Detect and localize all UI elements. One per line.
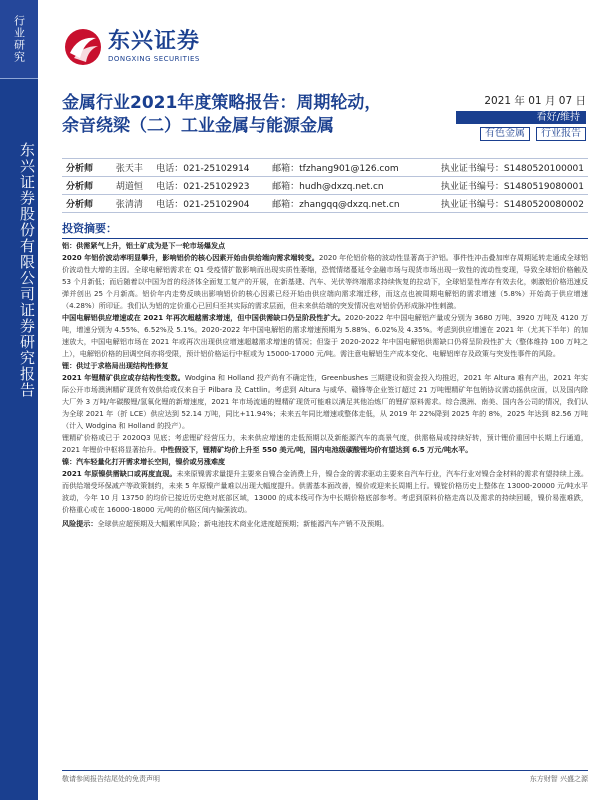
summary-heading: 投资摘要： <box>62 220 588 239</box>
paragraph <box>62 468 588 516</box>
company-logo <box>64 28 200 66</box>
report-title-line1: 金属行业2021年度策略报告：周期轮动， <box>62 93 382 113</box>
paragraph-lead: 中国电解铝供应增速或在 2021 年再次超越需求增速，但中国供需缺口仍呈阶段性扩大。 <box>62 313 345 322</box>
sidebar <box>0 0 38 800</box>
analyst-role: 分析师 <box>62 159 112 177</box>
paragraph <box>62 252 588 312</box>
report-date: 2021 年 01 月 07 日 <box>484 95 586 107</box>
analyst-role: 分析师 <box>62 177 112 195</box>
paragraph-lead: 2020 年铝价波动率明显攀升，影响铝价的核心因素开始由供给端向需求端转变。 <box>62 253 319 262</box>
report-title <box>62 92 442 138</box>
analyst-name: 张清清 <box>112 195 152 213</box>
analyst-name: 胡道恒 <box>112 177 152 195</box>
analyst-cert: 执业证书编号：S1480520080002 <box>437 195 588 213</box>
section-title-aluminum: 铝：供需紧气上升，铝土矿成为是下一轮市场爆发点 <box>62 241 226 250</box>
analyst-role: 分析师 <box>62 195 112 213</box>
footer-divider <box>62 770 588 771</box>
report-tags <box>456 127 586 141</box>
analyst-cert: 执业证书编号：S1480519080001 <box>437 177 588 195</box>
paragraph-text: 未来原镍需求量提升主要来自镍合金消费上升，镍合金的需求驱动主要来自汽车行业，汽车行业对镍合金材料的需求有望持续上涨。而供给端受环保减产等政策制约，未来 5 年原镍产量难以出现大幅度提升。供需基本面改善，镍价或迎来长周期上行。镍锭价格历史上整体在 13000-20000 元/吨水平波动，今年 10 月 13750 的均价已接近历史绝对底部区域，13000 的成本线可作为中长期价格底部参考。考虑到原料价格走高以及需求的持续回暖，镍价易涨难跌，价格重心或在 16000-18000 元/吨的价格区间内偏强波动。 <box>62 469 589 514</box>
paragraph-lead: 2021 年锂精矿供应或存结构性变数。 <box>62 373 185 382</box>
analyst-table <box>62 158 588 213</box>
paragraph <box>62 432 588 456</box>
section-title-nickel: 镍：汽车轻量化打开需求增长空间，镍价或另涨难度 <box>62 457 226 466</box>
sidebar-category: 行业研究 <box>0 0 38 78</box>
paragraph-text: 2020 年伦铝价格的波动性显著高于沪铝。事件性冲击叠加库存周期延转走通成全球铝价波动性大增的主因。全球电解铝需求在 Q1 受疫情扩散影响而出现实质性萎缩，恐慌情绪蔓延令金融市场与现货市场出现一致性的流动性变现，导致全球铝价格触及 53 个月新低；而后随着以中国为首的经济体全面复工复产的开展，在新基建、汽车、光伏等终端需求持续恢复的拉动下，全球铝显性库存有效去化，刺激铝价格迅速反弹并创出 25 个月新高。铝价年内走势反映出影响铝价的核心因素已经开始由供应端向需求端迁移，而这点也被周期电解铝的需求增速（5.8%）开始高于供应增速（4.28%）所印证。我们认为铝的定价重心已回归至其实际的需求层面，但未来供给端的突发情况也对铝价仍形成脉冲性刺激。 <box>62 253 588 310</box>
report-title-line2: 余音绕梁（二）工业金属与能源金属 <box>62 116 334 136</box>
section-title-lithium: 锂：供过于求格局出现结构性修复 <box>62 361 169 370</box>
logo-name-en: DONGXING SECURITIES <box>108 55 200 63</box>
paragraph-text: Wodgina 和 Holland 投产尚有不确定性，Greenbushes 三期建设和资金投入均推迟，2021 年 Altura 难有产出，2021 年实际公开市场澳洲精矿现货有效供给或仅来自于 Pilbara 及 Cattlin。考虑到 Altura 与威华、赣锋等企业签订超过 21 万吨锂精矿年包销协议需动摇供应面，以及国内除大厂外 3 万吨/年碳酸锂/氢氧化锂的新增速度，2021 年市场流通的锂精矿现货可能难以满足其他冶炼厂的锂矿原料需求。综合澳洲、南美、国内各公司的情况，我们认为全球 2021 年（折 LCE）供应达到 52.14 万吨，同比+11.94%；未来五年同比增速或整体走低，从 2019 年 22%降到 2025 年的 8%，2025 年达到 82.56 万吨（计入 Wodgina 和 Holland 的投产）。 <box>62 373 588 430</box>
report-meta <box>456 94 586 141</box>
footer-slogan: 东方财智 兴盛之源 <box>529 775 588 783</box>
table-row <box>62 159 588 177</box>
paragraph-text: 锂精矿价格或已于 2020Q3 见底；考虑锂矿经营压力，未来供应增速的走低预期以及新能源汽车的高景气度，供需格局或持续好转，预计锂价重回中长期上行通道，2021 年锂价中枢将显著抬升。 <box>62 433 588 454</box>
analyst-email: 邮箱：tfzhang901@126.com <box>268 159 437 177</box>
analyst-email: 邮箱：hudh@dxzq.net.cn <box>268 177 437 195</box>
paragraph-conclusion: 中性假设下，锂精矿均价上升至 550 美元/吨，国内电池级碳酸锂均价有望达到 6.5 万元/吨水平。 <box>160 445 473 454</box>
table-row <box>62 195 588 213</box>
paragraph <box>62 312 588 360</box>
logo-name-cn: 东兴证券 <box>108 29 201 54</box>
risk-text: 全球供应超预期及大幅累库风险；新电池技术商业化进度超预期；新能源汽车产销不及预期。 <box>97 519 389 528</box>
sidebar-organization: 东兴证券股份有限公司证券研究报告 <box>18 142 36 398</box>
analyst-email: 邮箱：zhangqq@dxzq.net.cn <box>268 195 437 213</box>
table-row <box>62 177 588 195</box>
paragraph <box>62 372 588 432</box>
rating-badge: 看好/维持 <box>456 111 586 124</box>
analyst-name: 张天丰 <box>112 159 152 177</box>
paragraph-lead: 2021 年原镍供需缺口或再度直现。 <box>62 469 177 478</box>
summary-body <box>62 240 588 530</box>
footer-disclaimer: 敬请参阅报告结尾处的免责声明 <box>62 775 160 783</box>
risk-label: 风险提示： <box>62 519 98 528</box>
analyst-phone: 电话：021-25102914 <box>152 159 268 177</box>
tag-report-type: 行业报告 <box>536 127 586 141</box>
analyst-cert: 执业证书编号：S1480520100001 <box>437 159 588 177</box>
paragraph-text: 2020-2022 年中国电解铝产量或分别为 3680 万吨、3920 万吨及 4120 万吨，增速分别为 4.55%、6.52%及 5.1%。2020-2022 年中国电解铝的需求增速预期为 5.88%、6.02%及 4.35%。考虑到供应增速在 2021 年（尤其下半年）的加速放大，中国电解铝市场在 2021 年或再次出现供应增速超越需求增速的情况；但鉴于 2020-2022 年中国电解铝供需缺口仍将呈阶段性扩大（整体维持 100 万吨之上），电解铝价格的回调空间亦将受限，预计铝价格运行中枢或为 15000-17000 元/吨。需注意电解铝生产成本变化、电解铝库存及政策与突发性事件的风险。 <box>62 313 588 358</box>
risk-warning <box>62 518 588 530</box>
logo-emblem-icon <box>64 28 102 66</box>
analyst-phone: 电话：021-25102923 <box>152 177 268 195</box>
analyst-phone: 电话：021-25102904 <box>152 195 268 213</box>
tag-industry: 有色金属 <box>480 127 530 141</box>
